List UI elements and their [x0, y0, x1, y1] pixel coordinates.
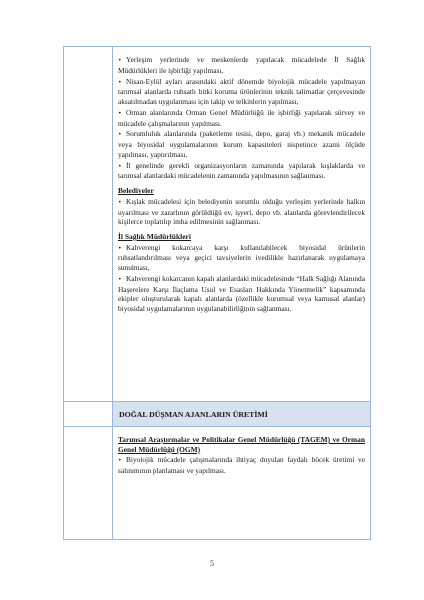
- bullet-icon: •: [118, 162, 122, 170]
- il-saglik-heading: İl Sağlık Müdürlükleri: [118, 232, 191, 241]
- list-item: • Kahverengi kokarcanın kapalı alanlardaki mücadelesinde “Halk Sağlığı Alanında Haşerelere Karşı İlaçlama Usul ve Esasları Hakkında Yönetmelik” kapsamında ekipler oluşturularak kapalı alanlarda (özellikle kurumsal veya kamusal alanlar) biyosidal uygulamalarının uygulanabilirliğinin sağlanması.: [118, 274, 365, 314]
- table-frame: [63, 46, 371, 540]
- list-item: • Sorumluluk alanlarında (paketleme tesisi, depo, garaj vb.) mekanik mücadele veya biyosidal uygulamalarının kurum kapasiteleri nispetince azami ölçüde yapılması, yaptırılması,: [118, 129, 365, 159]
- bullet-icon: •: [118, 244, 122, 252]
- list-item: • Nisan-Eylül ayları arasındaki aktif dönemde biyolojik mücadele yapılmayan tarımsal alanlarda ruhsatlı bitki koruma ürünlerinin teknik talimatlar çerçevesinde aksatılmadan uygulanması için takip ve telkinlerin yapılması,: [118, 76, 365, 106]
- bullet-icon: •: [118, 276, 122, 283]
- list-item: • Kışlak mücadelesi için belediyenin sorumlu olduğu yerleşim yerlerinde halkın uyarılması ve zararlının görüldüğü ev, işyeri, depo vb. alanlarda görevlendirilecek kişilerce toplatılıp imha edilmesinin sağlanması.: [118, 196, 365, 227]
- bullet-icon: •: [118, 457, 122, 465]
- list-item: • İl genelinde gerekli organizasyonların zamanında yapılarak kışlaklarda ve tarımsal alanlardaki mücadelenin zamanında yapılmasının sağlanması.: [118, 160, 365, 181]
- left-column: [64, 47, 113, 539]
- list-item: • Kahverengi kokarcaya karşı kullanılabilecek biyosidal ürünlerin ruhsatlandırılması veya geçici tavsiyelerin ivedilikle hazırlanarak uygulamaya sunulması,: [118, 242, 365, 273]
- list-item: • Orman alanlarında Orman Genel Müdürlüğü ile işbirliği yapılarak sürvey ve mücadele çalışmalarının yapılması.: [118, 107, 365, 128]
- bullet-icon: •: [118, 198, 122, 206]
- bullet-icon: •: [118, 109, 122, 117]
- bullet-icon: •: [118, 57, 122, 64]
- band-left-cell: [64, 401, 113, 427]
- list-item: • Biyolojik mücadele çalışmalarında ihtiyaç duyulan faydalı böcek üretimi ve salınımının planlaması ve yapılması.: [118, 455, 365, 476]
- page-number: 5: [210, 559, 214, 568]
- list-item: • Yerleşim yerlerinde ve meskenlerde yapılacak mücadelede İl Sağlık Müdürlükleri ile işbirliği yapılması,: [118, 55, 365, 75]
- belediyeler-heading: Belediyeler: [118, 186, 154, 196]
- tagem-heading: Tarımsal Araştırmalar ve Politikalar Genel Müdürlüğü (TAGEM) ve Orman Genel Müdürlüğü (OGM): [118, 435, 365, 454]
- bullet-icon: •: [118, 78, 122, 86]
- main-content: [113, 47, 370, 314]
- tagem-section: [113, 427, 370, 477]
- section-band: DOĞAL DÜŞMAN AJANLARIN ÜRETİMİ: [113, 401, 370, 427]
- top-bullet-list: [118, 55, 365, 181]
- bullet-icon: •: [118, 131, 122, 139]
